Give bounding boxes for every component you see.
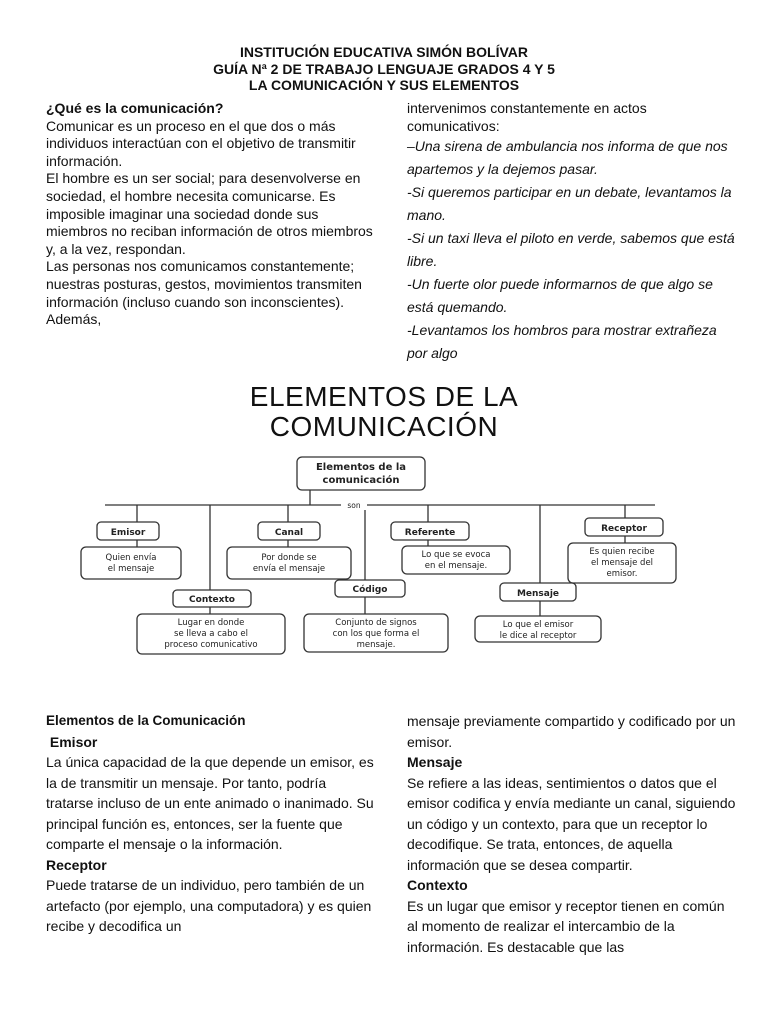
mensaje-desc-line-2: le dice al receptor [499,631,577,641]
contexto-desc-line-2: se lleva a cabo el [174,629,248,639]
emisor-heading [46,732,376,753]
example-2: -Si queremos participar en un debate, levantamos la mano. [407,184,732,224]
contexto-heading: Contexto [407,877,468,893]
concept-map [75,450,695,665]
codigo-desc-line-3: mensaje. [356,640,396,650]
header-line-2: GUÍA Nª 2 DE TRABAJO LENGUAJE GRADOS 4 Y 5 [213,60,555,77]
emisor-desc-line-1: Quien envía [105,553,157,563]
example-5: -Levantamos los hombros para mostrar extrañeza por algo [407,322,717,362]
elements-left-column [46,711,376,937]
canal-desc-line-2: envía el mensaje [252,564,326,574]
node-emisor: Emisor [110,528,146,538]
root-label-line-1: Elementos de la [315,462,407,473]
mensaje-heading: Mensaje [407,754,463,770]
receptor-desc-line-1: Es quien recibe [589,547,655,557]
node-contexto: Contexto [189,595,235,605]
header-line-3: LA COMUNICACIÓN Y SUS ELEMENTOS [248,77,520,93]
intro-right-column [407,100,737,365]
receptor-desc-line-3: emisor. [606,569,638,579]
example-1: –Una sirena de ambulancia nos informa de que nos apartemos y la dejemos pasar. [407,138,728,178]
intro-left-column [46,100,376,329]
elements-heading: Elementos de la Comunicación [46,713,246,728]
diagram-title-line-1: ELEMENTOS DE LA [249,381,519,412]
connector-label: son [347,501,361,510]
intro-paragraph-1: Comunicar es un proceso en el que dos o más individuos interactúan con el objetivo de transmitir información. [46,117,356,169]
intro-paragraph-3: Las personas nos comunicamos constantemente; nuestras posturas, gestos, movimientos transmiten información (incluso cuando son inconscientes). Además, [46,258,362,328]
node-codigo: Código [352,585,388,595]
intro-question: ¿Qué es la comunicación? [46,100,224,116]
node-canal: Canal [274,528,304,538]
example-3: -Si un taxi lleva el piloto en verde, sabemos que está libre. [407,230,735,270]
mensaje-paragraph: Se refiere a las ideas, sentimientos o datos que el emisor codifica y envía mediante un canal, siguiendo un código y un contexto, para que un receptor lo decodifique. Se trata, entonces, de aquella información que se desea compartir. [407,774,736,873]
receptor-paragraph: Puede tratarse de un individuo, pero también de un artefacto (por ejemplo, una computadora) y es quien recibe y decodifica un [46,877,372,934]
header-line-1: INSTITUCIÓN EDUCATIVA SIMÓN BOLÍVAR [239,44,529,60]
node-receptor: Receptor [601,524,647,534]
emisor-paragraph: La única capacidad de la que depende un emisor, es la de transmitir un mensaje. Por tanto, podría tratarse incluso de un ente animado o inanimado. Su principal función es, entonces, ser la fuente que comparte el mensaje o la información. [46,754,374,852]
referente-desc-line-1: Lo que se evoca [421,550,491,560]
receptor-desc-line-2: el mensaje del [590,558,654,568]
diagram-title-line-2: COMUNICACIÓN [269,411,499,442]
intro-paragraph-2: El hombre es un ser social; para desenvolverse en sociedad, el hombre necesita comunicarse. Es imposible imaginar una sociedad donde sus miembros no reciban información de otros miembros y, a la vez, respondan. [46,170,373,257]
receptor-heading: Receptor [46,856,107,873]
intro-paragraph-4: intervenimos constantemente en actos comunicativos: [407,100,647,134]
node-mensaje: Mensaje [516,589,560,599]
document-header [0,44,768,94]
root-label-line-2: comunicación [322,475,400,486]
example-4: -Un fuerte olor puede informarnos de que algo se está quemando. [407,276,713,316]
node-referente: Referente [404,528,456,538]
contexto-paragraph: Es un lugar que emisor y receptor tienen en común al momento de realizar el intercambio de la información. Es destacable que las [407,897,725,955]
mensaje-desc-line-1: Lo que el emisor [502,620,574,630]
emisor-desc-line-2: el mensaje [107,564,155,574]
canal-desc-line-1: Por donde se [261,553,317,563]
contexto-desc-line-1: Lugar en donde [177,618,245,628]
elements-right-column [407,711,737,957]
emisor-heading-text: Emisor [49,733,98,750]
codigo-desc-line-2: con los que forma el [332,629,420,639]
diagram-title [0,382,768,442]
contexto-desc-line-3: proceso comunicativo [164,640,258,650]
receptor-paragraph-cont: mensaje previamente compartido y codificado por un emisor. [407,713,736,750]
referente-desc-line-2: en el mensaje. [424,561,488,571]
codigo-desc-line-1: Conjunto de signos [335,618,417,628]
